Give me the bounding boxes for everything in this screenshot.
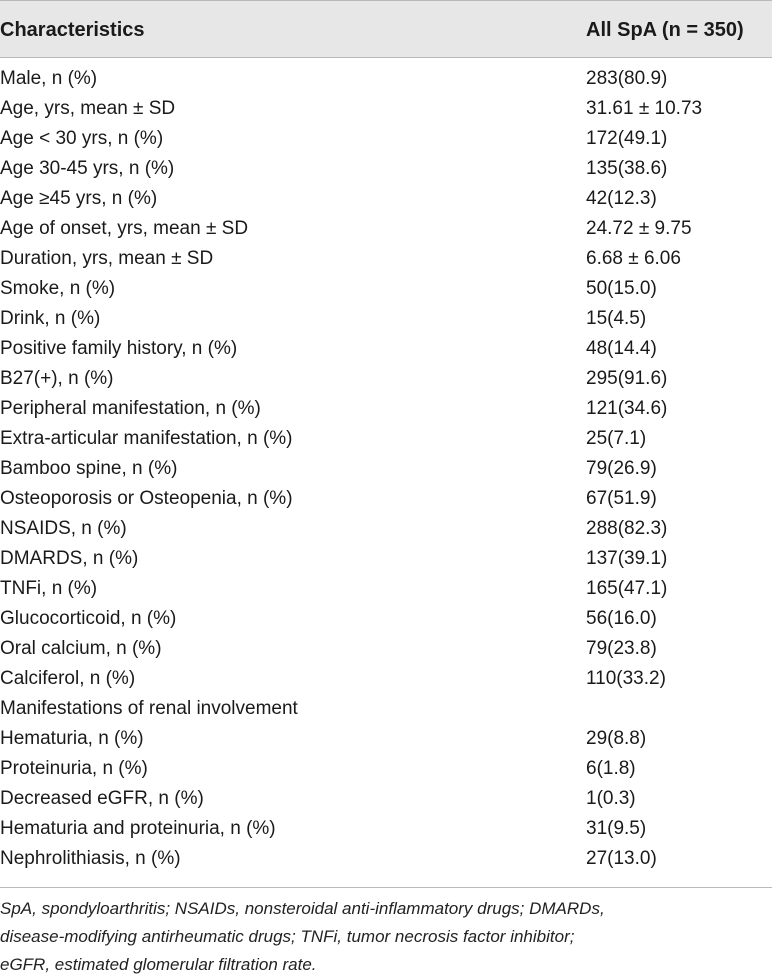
row-label: Manifestations of renal involvement	[0, 698, 298, 719]
table-row	[0, 304, 772, 334]
table-row	[0, 424, 772, 454]
table-bottom-rule	[0, 887, 772, 888]
row-value: 29(8.8)	[586, 728, 647, 749]
table-row	[0, 724, 772, 754]
header-characteristics: Characteristics	[0, 19, 145, 41]
row-label: Hematuria, n (%)	[0, 728, 144, 749]
row-label: Calciferol, n (%)	[0, 668, 136, 689]
table-row	[0, 634, 772, 664]
row-value: 50(15.0)	[586, 278, 657, 299]
row-value: 121(34.6)	[586, 398, 668, 419]
table-row	[0, 664, 772, 694]
row-label: Proteinuria, n (%)	[0, 758, 148, 779]
row-label: Smoke, n (%)	[0, 278, 116, 299]
row-label: Extra-articular manifestation, n (%)	[0, 428, 293, 449]
row-value: 1(0.3)	[586, 788, 636, 809]
row-value: 6.68 ± 6.06	[586, 248, 681, 269]
row-value: 31.61 ± 10.73	[586, 98, 703, 119]
table-row	[0, 244, 772, 274]
row-label: NSAIDS, n (%)	[0, 518, 127, 539]
table-row	[0, 124, 772, 154]
row-value: 67(51.9)	[586, 488, 657, 509]
footnote-line: eGFR, estimated glomerular filtration rate.	[0, 955, 317, 974]
row-value: 79(23.8)	[586, 638, 657, 659]
row-label: Nephrolithiasis, n (%)	[0, 848, 181, 869]
row-label: B27(+), n (%)	[0, 368, 114, 389]
row-label: DMARDS, n (%)	[0, 548, 139, 569]
header-all-spa: All SpA (n = 350)	[586, 19, 744, 41]
row-value: 295(91.6)	[586, 368, 668, 389]
table-row	[0, 784, 772, 814]
row-value: 288(82.3)	[586, 518, 668, 539]
row-value: 42(12.3)	[586, 188, 657, 209]
row-value: 137(39.1)	[586, 548, 668, 569]
row-label: Male, n (%)	[0, 68, 98, 89]
row-value: 24.72 ± 9.75	[586, 218, 692, 239]
row-label: Duration, yrs, mean ± SD	[0, 248, 214, 269]
table-row	[0, 64, 772, 94]
row-value: 56(16.0)	[586, 608, 657, 629]
row-label: Age of onset, yrs, mean ± SD	[0, 218, 249, 239]
row-label: Age, yrs, mean ± SD	[0, 98, 176, 119]
row-value: 27(13.0)	[586, 848, 657, 869]
table-row	[0, 484, 772, 514]
row-value: 15(4.5)	[586, 308, 647, 329]
row-value: 172(49.1)	[586, 128, 668, 149]
row-label: Age ≥45 yrs, n (%)	[0, 188, 158, 209]
table-header	[0, 0, 772, 58]
row-label: TNFi, n (%)	[0, 578, 98, 599]
table-row	[0, 844, 772, 874]
row-label: Age 30-45 yrs, n (%)	[0, 158, 175, 179]
footnote-line: disease-modifying antirheumatic drugs; TNFi, tumor necrosis factor inhibitor;	[0, 927, 575, 946]
table-row	[0, 154, 772, 184]
row-value: 79(26.9)	[586, 458, 657, 479]
footnote-line: SpA, spondyloarthritis; NSAIDs, nonsteroidal anti-inflammatory drugs; DMARDs,	[0, 899, 605, 918]
table-row	[0, 604, 772, 634]
row-label: Positive family history, n (%)	[0, 338, 238, 359]
table-row	[0, 814, 772, 844]
row-value: 135(38.6)	[586, 158, 668, 179]
row-label: Osteoporosis or Osteopenia, n (%)	[0, 488, 293, 509]
row-value: 165(47.1)	[586, 578, 668, 599]
table-row	[0, 694, 772, 724]
table-row	[0, 514, 772, 544]
table-row	[0, 184, 772, 214]
row-value: 6(1.8)	[586, 758, 636, 779]
row-value: 31(9.5)	[586, 818, 647, 839]
row-label: Peripheral manifestation, n (%)	[0, 398, 261, 419]
table-row	[0, 754, 772, 784]
row-value: 283(80.9)	[586, 68, 668, 89]
table-row	[0, 394, 772, 424]
row-label: Age < 30 yrs, n (%)	[0, 128, 164, 149]
table-body	[0, 58, 772, 874]
table-footnote	[0, 895, 760, 979]
row-label: Decreased eGFR, n (%)	[0, 788, 204, 809]
row-label: Hematuria and proteinuria, n (%)	[0, 818, 276, 839]
table-row	[0, 364, 772, 394]
row-label: Oral calcium, n (%)	[0, 638, 162, 659]
row-label: Glucocorticoid, n (%)	[0, 608, 177, 629]
row-value: 25(7.1)	[586, 428, 647, 449]
row-value: 48(14.4)	[586, 338, 657, 359]
table-row	[0, 274, 772, 304]
table-row	[0, 574, 772, 604]
row-value: 110(33.2)	[586, 668, 666, 689]
table-row	[0, 214, 772, 244]
table-row	[0, 544, 772, 574]
row-label: Drink, n (%)	[0, 308, 101, 329]
table-row	[0, 94, 772, 124]
table-row	[0, 334, 772, 364]
table-row	[0, 454, 772, 484]
row-label: Bamboo spine, n (%)	[0, 458, 178, 479]
